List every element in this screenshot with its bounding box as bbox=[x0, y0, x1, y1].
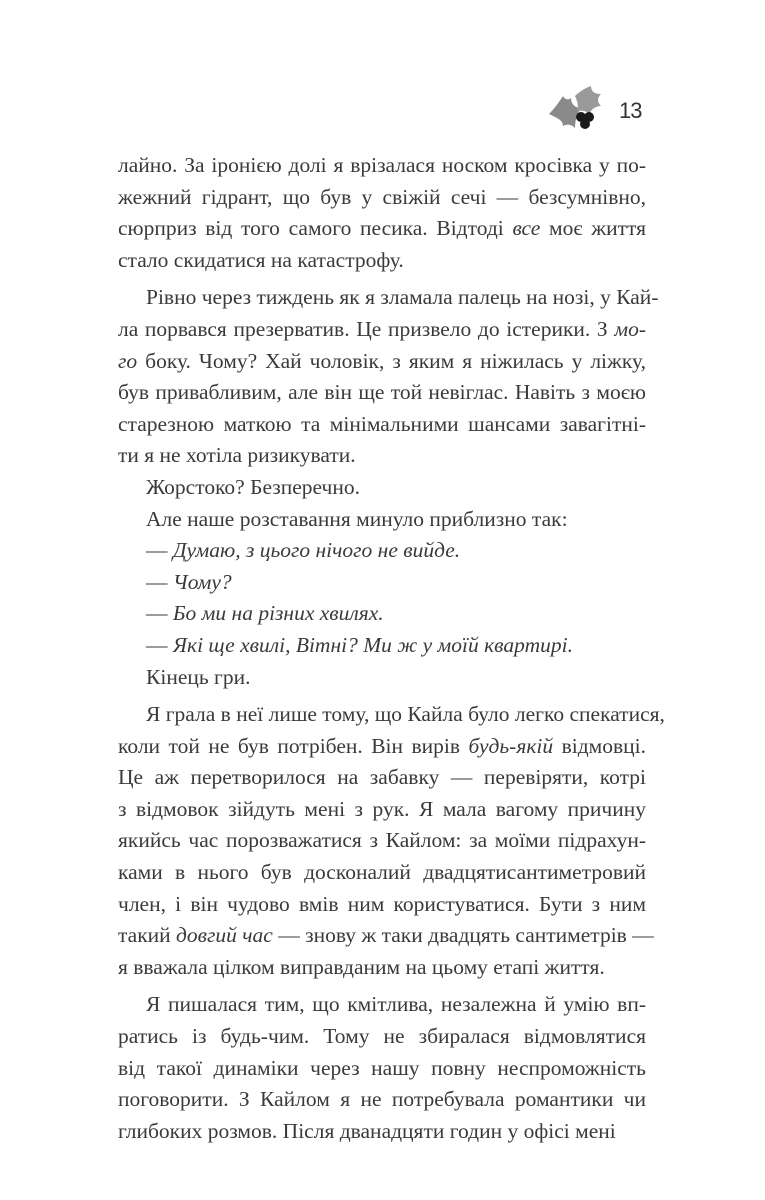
text-run: член, і він чудово вмів ним користуватися. Бути з ним bbox=[118, 891, 646, 916]
text-run: — bbox=[146, 569, 173, 594]
text-run: сюрприз від того самого песика. Відтоді bbox=[118, 216, 513, 241]
text-line bbox=[118, 245, 646, 277]
text-line bbox=[118, 213, 646, 245]
text-run: такий bbox=[118, 923, 177, 948]
text-line bbox=[118, 440, 646, 472]
text-line bbox=[118, 377, 646, 409]
text-line bbox=[118, 346, 646, 378]
text-run: ками в нього був досконалий двадцятисантиметровий bbox=[118, 860, 646, 885]
page-header bbox=[545, 84, 645, 144]
text-line bbox=[118, 699, 665, 731]
text-line bbox=[118, 314, 646, 346]
italic-text: Чому? bbox=[172, 569, 232, 594]
text-run: ратись із будь-чим. Тому не збиралася відмовлятися bbox=[118, 1024, 646, 1049]
text-line bbox=[118, 1116, 646, 1148]
text-line bbox=[118, 762, 646, 794]
italic-text: Думаю, з цього нічого не вийде. bbox=[172, 538, 461, 563]
text-line bbox=[118, 662, 646, 694]
text-run: жежний гідрант, що був у свіжій сечі — безсумнівно, bbox=[118, 184, 646, 209]
italic-text: Бо ми на різних хвилях. bbox=[172, 601, 384, 626]
text-run: поговорити. З Кайлом я не потребувала романтики чи bbox=[118, 1087, 646, 1112]
text-run: Але наше розставання минуло приблизно так: bbox=[146, 506, 568, 531]
italic-text: го bbox=[118, 348, 138, 373]
body-text bbox=[118, 150, 665, 1147]
text-line bbox=[118, 889, 646, 921]
text-line bbox=[118, 731, 646, 763]
text-run: — bbox=[146, 632, 173, 657]
text-line bbox=[118, 857, 646, 889]
text-line bbox=[118, 952, 646, 984]
text-run: якийсь час порозважатися з Кайлом: за моїми підрахун- bbox=[118, 828, 646, 853]
text-line bbox=[118, 1021, 646, 1053]
text-run: був привабливим, але він ще той невіглас. Навіть з моєю bbox=[118, 380, 646, 405]
text-line bbox=[118, 989, 646, 1021]
italic-text: Які ще хвилі, Вітні? Ми ж у моїй квартирі. bbox=[172, 632, 573, 657]
text-line bbox=[118, 630, 646, 662]
text-run: — bbox=[146, 538, 173, 563]
text-run: — bbox=[146, 601, 173, 626]
text-run: я вважала цілком виправданим на цьому етапі життя. bbox=[118, 954, 605, 979]
text-run: старезною маткою та мінімальними шансами завагітні- bbox=[118, 411, 646, 436]
italic-text: мо- bbox=[614, 316, 646, 341]
page-number: 13 bbox=[619, 98, 642, 123]
text-line bbox=[118, 825, 646, 857]
text-line bbox=[118, 535, 646, 567]
text-line bbox=[118, 504, 646, 536]
text-line bbox=[118, 472, 646, 504]
text-line bbox=[118, 794, 646, 826]
text-run: з відмовок зійдуть мені з рук. Я мала вагому причину bbox=[118, 796, 646, 821]
text-line bbox=[118, 598, 646, 630]
text-run: моє життя bbox=[540, 216, 647, 241]
text-run: відмовці. bbox=[553, 733, 646, 758]
text-line bbox=[118, 282, 659, 314]
holly-icon bbox=[545, 84, 609, 136]
text-line bbox=[118, 409, 646, 441]
text-run: — знову ж таки двадцять сантиметрів — bbox=[272, 923, 654, 948]
italic-text: будь-якій bbox=[468, 733, 554, 758]
text-line bbox=[118, 182, 646, 214]
text-line bbox=[118, 1053, 646, 1085]
text-run: Я грала в неї лише тому, що Кайла було легко спекатися, bbox=[146, 702, 665, 727]
text-run: ла порвався презерватив. Це призвело до істерики. З bbox=[118, 316, 615, 341]
text-line bbox=[118, 567, 646, 599]
text-run: ти я не хотіла ризикувати. bbox=[118, 443, 356, 468]
text-run: Це аж перетворилося на забавку — перевіряти, котрі bbox=[118, 765, 646, 790]
text-run: Рівно через тиждень як я зламала палець на нозі, у Кай- bbox=[146, 285, 659, 310]
text-run: Жорстоко? Безперечно. bbox=[146, 474, 360, 499]
text-run: Я пишалася тим, що кмітлива, незалежна й умію вп- bbox=[146, 992, 646, 1017]
italic-text: все bbox=[512, 216, 541, 241]
text-run: стало скидатися на катастрофу. bbox=[118, 247, 404, 272]
italic-text: довгий час bbox=[176, 923, 273, 948]
text-run: боку. Чому? Хай чоловік, з яким я ніжилась у ліжку, bbox=[137, 348, 646, 373]
text-line bbox=[118, 920, 654, 952]
text-line bbox=[118, 150, 646, 182]
text-run: глибоких розмов. Після дванадцяти годин у офісі мені bbox=[118, 1118, 616, 1143]
text-run: лайно. За іронією долі я врізалася носком кросівка у по- bbox=[118, 153, 646, 177]
text-line bbox=[118, 1084, 646, 1116]
text-run: коли той не був потрібен. Він вирів bbox=[118, 733, 469, 758]
text-run: від такої динаміки через нашу повну неспроможність bbox=[118, 1055, 646, 1080]
text-run: Кінець гри. bbox=[146, 664, 251, 689]
